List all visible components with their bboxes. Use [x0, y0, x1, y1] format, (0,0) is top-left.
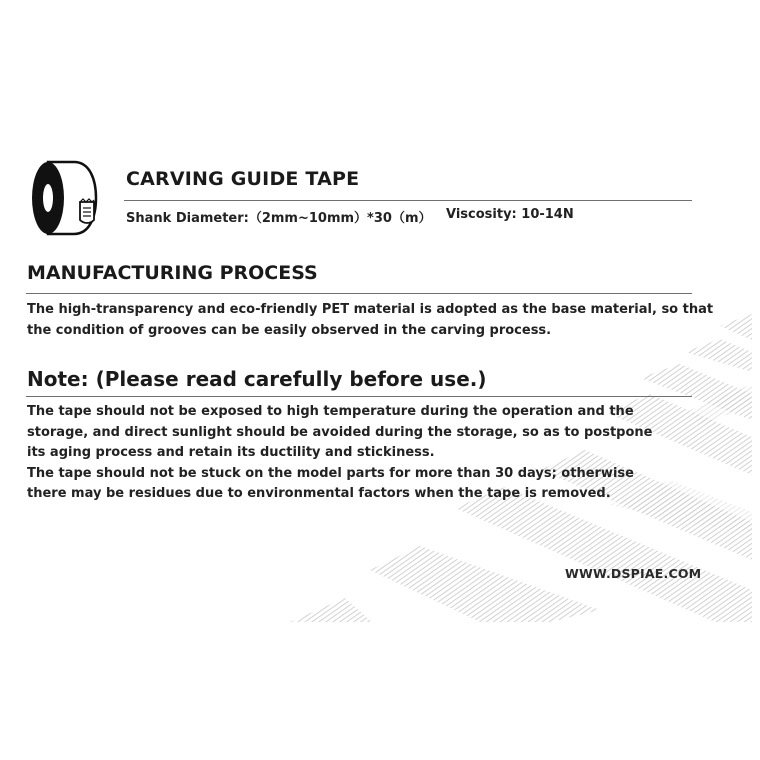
note-line: storage, and direct sunlight should be avoided during the storage, so as to postpone	[27, 424, 653, 440]
stripe	[685, 339, 752, 372]
shank-diameter-spec: Shank Diameter:（2mm~10mm）*30（m）	[126, 211, 432, 226]
note-line: there may be residues due to environmental factors when the tape is removed.	[27, 486, 611, 501]
manufacturing-heading: MANUFACTURING PROCESS	[27, 262, 318, 284]
viscosity-spec: Viscosity: 10-14N	[446, 207, 574, 222]
note-line: The tape should not be stuck on the model parts for more than 30 days; otherwise	[27, 465, 634, 481]
website-url: WWW.DSPIAE.COM	[565, 566, 702, 581]
product-title: CARVING GUIDE TAPE	[126, 168, 360, 190]
tape-roll-icon	[28, 158, 100, 238]
stripe	[370, 546, 600, 622]
note-heading: Note: (Please read carefully before use.)	[27, 367, 487, 391]
note-line: The tape should not be exposed to high temperature during the operation and the	[27, 404, 634, 419]
note-divider	[26, 396, 692, 397]
note-line: its aging process and retain its ductility and stickiness.	[27, 445, 435, 460]
manufacturing-text	[27, 300, 714, 341]
note-text	[27, 402, 697, 505]
manufacturing-divider	[26, 293, 692, 294]
manufacturing-line: The high-transparency and eco-friendly PET material is adopted as the base material, so that	[27, 302, 714, 317]
manufacturing-line: the condition of grooves can be easily observed in the carving process.	[27, 322, 552, 338]
product-divider	[124, 200, 692, 201]
stripe	[290, 598, 372, 622]
stripe	[720, 314, 752, 340]
